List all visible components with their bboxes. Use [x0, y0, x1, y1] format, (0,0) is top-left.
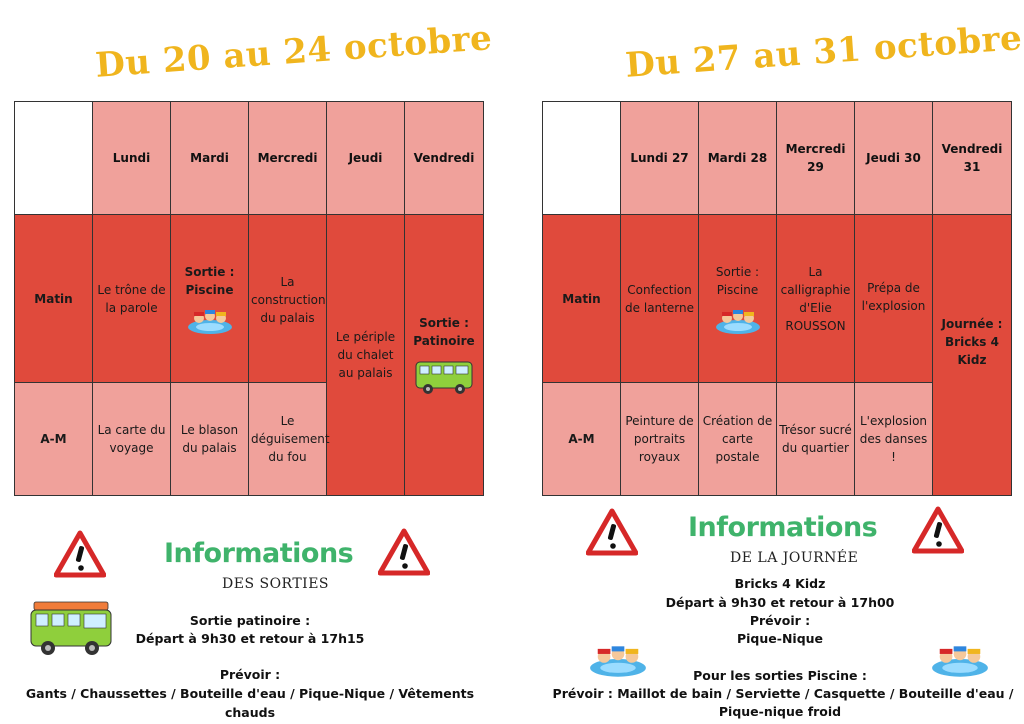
- row-header-morning: Matin: [543, 215, 621, 383]
- corner-cell: [15, 102, 93, 215]
- activity-text: Le trône de la parole: [97, 282, 166, 315]
- activity-cell: [327, 215, 405, 496]
- activity-cell: [777, 215, 855, 383]
- right-info-line: Prévoir :: [749, 613, 811, 628]
- left-info-title: Informations: [164, 538, 354, 569]
- activity-text: Sortie : Piscine: [715, 264, 760, 297]
- day-header: Jeudi: [327, 102, 405, 215]
- day-header: Lundi 27: [621, 102, 699, 215]
- right-title: Du 27 au 31 octobre: [624, 18, 1024, 86]
- activity-text: Le blason du palais: [180, 423, 239, 455]
- pool-kids-icon: [930, 640, 990, 678]
- activity-cell: [249, 383, 330, 496]
- day-header: Vendredi: [405, 102, 484, 215]
- activity-cell: [93, 383, 171, 496]
- activity-text: Prépa de l'explosion: [861, 281, 926, 313]
- day-header: Mercredi 29: [777, 102, 855, 215]
- right-info-line: Prévoir : Maillot de bain / Serviette / Casquette / Bouteille d'eau /: [552, 686, 1014, 701]
- day-header: Mardi: [171, 102, 249, 215]
- warning-icon: [912, 506, 964, 554]
- activity-cell: [777, 383, 855, 496]
- right-info-line: Départ à 9h30 et retour à 17h00: [665, 595, 895, 610]
- right-info-line: Pique-nique froid: [718, 704, 842, 719]
- day-header: Mercredi: [249, 102, 327, 215]
- activity-cell: [171, 215, 249, 383]
- left-info-line: Départ à 9h30 et retour à 17h15: [135, 631, 365, 646]
- right-info-line: Pour les sorties Piscine :: [693, 668, 867, 683]
- activity-cell: [93, 215, 171, 383]
- left-info-line: Sortie patinoire :: [189, 613, 311, 628]
- activity-text: Le périple du chalet au palais: [335, 330, 396, 380]
- right-info-title: Informations: [688, 512, 878, 543]
- activity-text: Peinture de portraits royaux: [625, 414, 694, 464]
- activity-text: La calligraphie d'Elie ROUSSON: [780, 265, 851, 333]
- activity-text: Confection de lanterne: [625, 282, 694, 315]
- right-info-subtitle: DE LA JOURNÉE: [730, 550, 859, 566]
- activity-text: Sortie : Patinoire: [413, 316, 475, 348]
- warning-icon: [378, 528, 430, 576]
- activity-cell: [699, 215, 777, 383]
- warning-icon: [54, 530, 106, 578]
- activity-text: La construction du palais: [251, 275, 326, 325]
- activity-cell: [249, 215, 327, 383]
- left-schedule-table: [14, 101, 484, 496]
- left-title: Du 20 au 24 octobre: [94, 18, 494, 86]
- activity-cell: [621, 383, 699, 496]
- activity-cell: [171, 383, 249, 496]
- activity-cell: [855, 383, 933, 496]
- activity-text: Création de carte postale: [702, 414, 773, 464]
- row-header-afternoon: A-M: [15, 383, 93, 496]
- left-info-line: Prévoir :: [219, 667, 281, 682]
- corner-cell: [543, 102, 621, 215]
- activity-cell: [405, 215, 484, 496]
- activity-text: Sortie : Piscine: [184, 264, 235, 297]
- pool-kids-icon: [588, 640, 648, 678]
- row-header-afternoon: A-M: [543, 383, 621, 496]
- day-header: Jeudi 30: [855, 102, 933, 215]
- activity-cell: [855, 215, 933, 383]
- day-header: Vendredi 31: [933, 102, 1012, 215]
- right-info-line: Bricks 4 Kidz: [734, 576, 826, 591]
- warning-icon: [586, 508, 638, 556]
- day-header: Lundi: [93, 102, 171, 215]
- activity-text: Le déguisement du fou: [251, 414, 330, 464]
- activity-text: La carte du voyage: [97, 423, 166, 455]
- right-schedule-table: [542, 101, 1012, 496]
- day-header: Mardi 28: [699, 102, 777, 215]
- right-info-line: Pique-Nique: [736, 631, 824, 646]
- pool-kids-icon: [715, 305, 761, 335]
- activity-cell: [699, 383, 777, 496]
- left-info-line: Gants / Chaussettes / Bouteille d'eau / Pique-Nique / Vêtements chauds: [25, 686, 475, 720]
- activity-text: Journée : Bricks 4 Kidz: [941, 317, 1003, 367]
- activity-cell: [933, 215, 1012, 496]
- left-info-subtitle: DES SORTIES: [222, 576, 330, 592]
- pool-kids-icon: [187, 305, 233, 335]
- row-header-morning: Matin: [15, 215, 93, 383]
- activity-text: Trésor sucré du quartier: [779, 423, 852, 455]
- bus-icon: [414, 356, 474, 396]
- activity-cell: [621, 215, 699, 383]
- activity-text: L'explosion des danses !: [859, 414, 928, 464]
